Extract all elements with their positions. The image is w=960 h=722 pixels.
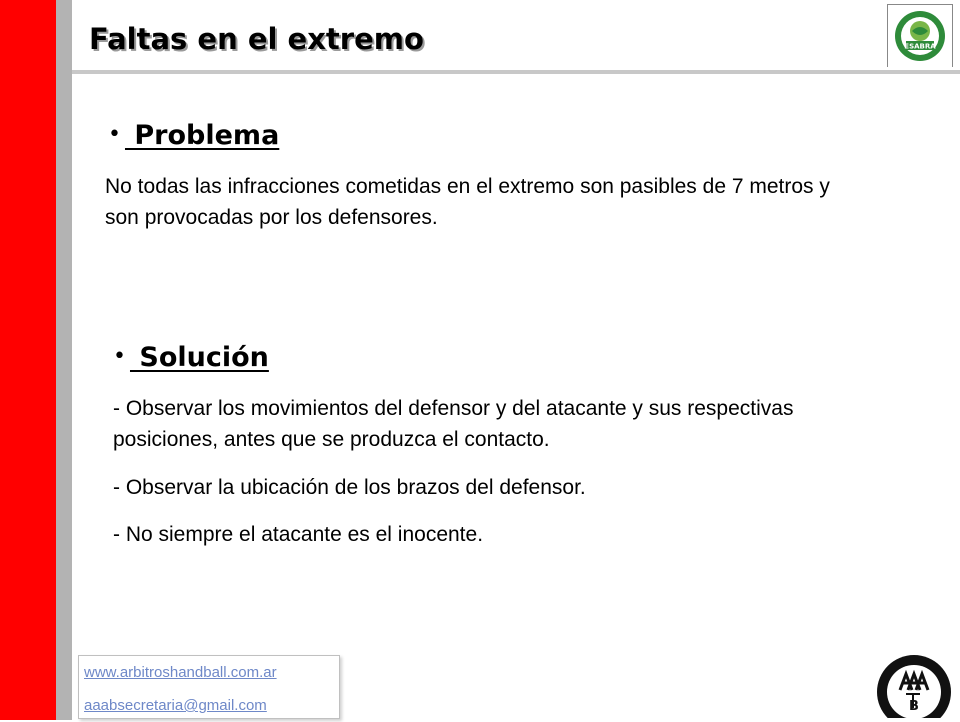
aaab-logo-graphic — [872, 652, 956, 718]
problema-heading-text: Problema — [124, 120, 280, 151]
problema-heading — [108, 120, 279, 151]
esabra-logo-text: ESABRA — [904, 42, 936, 51]
footer-contact-box — [78, 655, 340, 719]
bullet-icon: • — [108, 122, 121, 147]
esabra-logo — [887, 4, 953, 67]
esabra-logo-graphic — [888, 5, 952, 67]
email-link[interactable]: aaabsecretaria@gmail.com — [84, 697, 267, 714]
problema-text: No todas las infracciones cometidas en el extremo son pasibles de 7 metros y son provocadas por los defensores. — [105, 175, 830, 229]
bullet-icon: • — [113, 344, 126, 369]
solucion-item-1: - Observar los movimientos del defensor y del atacante y sus respectivas posiciones, antes que se produzca el contacto. — [113, 397, 794, 451]
title-divider — [72, 70, 960, 74]
left-red-bar — [0, 0, 56, 720]
solucion-item-2: - Observar la ubicación de los brazos del defensor. — [113, 476, 586, 499]
slide-title: Faltas en el extremo — [89, 22, 424, 56]
solucion-heading — [113, 342, 269, 373]
left-gray-bar — [56, 0, 72, 720]
solucion-heading-text: Solución — [129, 342, 269, 373]
website-link[interactable]: www.arbitroshandball.com.ar — [84, 664, 277, 681]
svg-text:B: B — [909, 699, 919, 714]
aaab-logo — [872, 652, 956, 718]
solucion-item-3: - No siempre el atacante es el inocente. — [113, 523, 484, 546]
